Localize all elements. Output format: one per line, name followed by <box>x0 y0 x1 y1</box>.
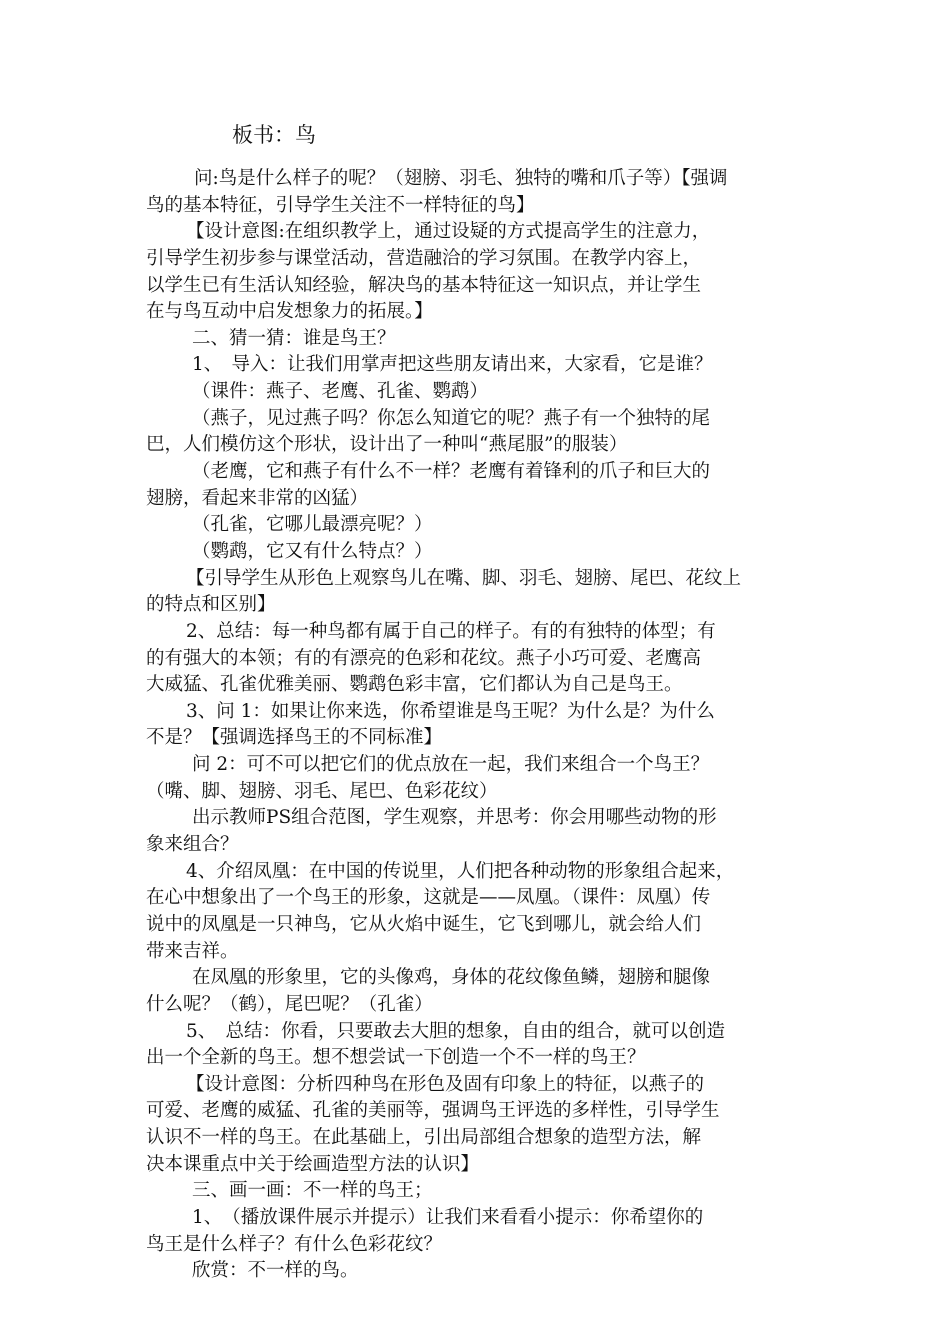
text-line: 巴，人们模仿这个形状，设计出了一种叫“燕尾服”的服装） <box>146 434 628 456</box>
text-line: 决本课重点中关于绘画造型方法的认识】 <box>146 1153 480 1175</box>
text-line: 带来吉祥。 <box>146 940 239 962</box>
text-line: 认识不一样的鸟王。在此基础上，引出局部组合想象的造型方法，解 <box>146 1127 702 1149</box>
text-line: （嘴、脚、翅膀、羽毛、尾巴、色彩花纹） <box>146 780 498 802</box>
document-body <box>146 166 816 1285</box>
text-line: 说中的凤凰是一只神鸟，它从火焰中诞生，它飞到哪儿，就会给人们 <box>146 913 702 935</box>
text-line: 三、画一画：不一样的鸟王； <box>192 1180 433 1202</box>
text-line: 的特点和区别】 <box>146 594 276 616</box>
text-line: 1、 （播放课件展示并提示）让我们来看看小提示：你希望你的 <box>192 1206 704 1228</box>
text-line: 的有强大的本领；有的有漂亮的色彩和花纹。燕子小巧可爱、老鹰高 <box>146 647 702 669</box>
text-line: 问 2：可不可以把它们的优点放在一起，我们来组合一个鸟王？ <box>192 754 710 776</box>
text-line: 出示教师PS组合范图，学生观察，并思考：你会用哪些动物的形 <box>192 807 717 829</box>
text-line: 鸟的基本特征，引导学生关注不一样特征的鸟】 <box>146 194 535 216</box>
text-line: （老鹰，它和燕子有什么不一样？老鹰有着锋利的爪子和巨大的 <box>192 461 711 483</box>
text-line: 出一个全新的鸟王。想不想尝试一下创造一个不一样的鸟王？ <box>146 1047 646 1069</box>
text-line: 鸟王是什么样子？有什么色彩花纹？ <box>146 1233 443 1255</box>
text-line: 在心中想象出了一个鸟王的形象，这就是——凤凰。（课件：凤凰）传 <box>146 887 711 909</box>
text-line: 4、介绍凤凰：在中国的传说里，人们把各种动物的形象组合起来， <box>186 860 735 882</box>
text-line: 【引导学生从形色上观察鸟儿在嘴、脚、羽毛、翅膀、尾巴、花纹上 <box>186 567 742 589</box>
text-line: 欣赏：不一样的鸟。 <box>192 1260 359 1282</box>
text-line: 5、 总结：你看，只要敢去大胆的想象，自由的组合，就可以创造 <box>186 1020 726 1042</box>
text-line: 翅膀，看起来非常的凶猛） <box>146 487 369 509</box>
text-line: 在与鸟互动中启发想象力的拓展。】 <box>146 301 433 323</box>
text-line: 3、问 1：如果让你来选，你希望谁是鸟王呢？为什么是？为什么 <box>186 700 715 722</box>
page-heading: 板书：鸟 <box>232 123 316 147</box>
text-line: （孔雀，它哪儿最漂亮呢？） <box>192 514 433 536</box>
text-line: 大威猛、孔雀优雅美丽、鹦鹉色彩丰富，它们都认为自己是鸟王。 <box>146 674 683 696</box>
text-line: 二、猜一猜：谁是鸟王？ <box>192 327 396 349</box>
text-line: 象来组合？ <box>146 834 239 856</box>
text-line: 以学生已有生活认知经验，解决鸟的基本特征这一知识点，并让学生 <box>146 274 702 296</box>
text-line: 1、 导入：让我们用掌声把这些朋友请出来，大家看，它是谁？ <box>192 354 713 376</box>
text-line: 【设计意图:在组织教学上，通过设疑的方式提高学生的注意力， <box>186 221 711 243</box>
text-line: 不是？【强调选择鸟王的不同标准】 <box>146 727 443 749</box>
text-line: 在凤凰的形象里，它的头像鸡，身体的花纹像鱼鳞，翅膀和腿像 <box>192 967 711 989</box>
text-line: 【设计意图：分析四种鸟在形色及固有印象上的特征，以燕子的 <box>186 1073 705 1095</box>
text-line: （燕子，见过燕子吗？你怎么知道它的呢？燕子有一个独特的尾 <box>192 407 711 429</box>
text-line: 2、总结：每一种鸟都有属于自己的样子。有的有独特的体型；有 <box>186 620 716 642</box>
text-line: 问:鸟是什么样子的呢？（翅膀、羽毛、独特的嘴和爪子等）【强调 <box>194 168 728 189</box>
text-line: 可爱、老鹰的威猛、孔雀的美丽等，强调鸟王评选的多样性，引导学生 <box>146 1100 720 1122</box>
text-line: 引导学生初步参与课堂活动，营造融洽的学习氛围。在教学内容上， <box>146 247 702 269</box>
text-line: （鹦鹉，它又有什么特点？） <box>192 540 433 562</box>
text-line: 什么呢？（鹤），尾巴呢？（孔雀） <box>146 993 433 1015</box>
text-line: （课件：燕子、老鹰、孔雀、鹦鹉） <box>192 381 489 403</box>
